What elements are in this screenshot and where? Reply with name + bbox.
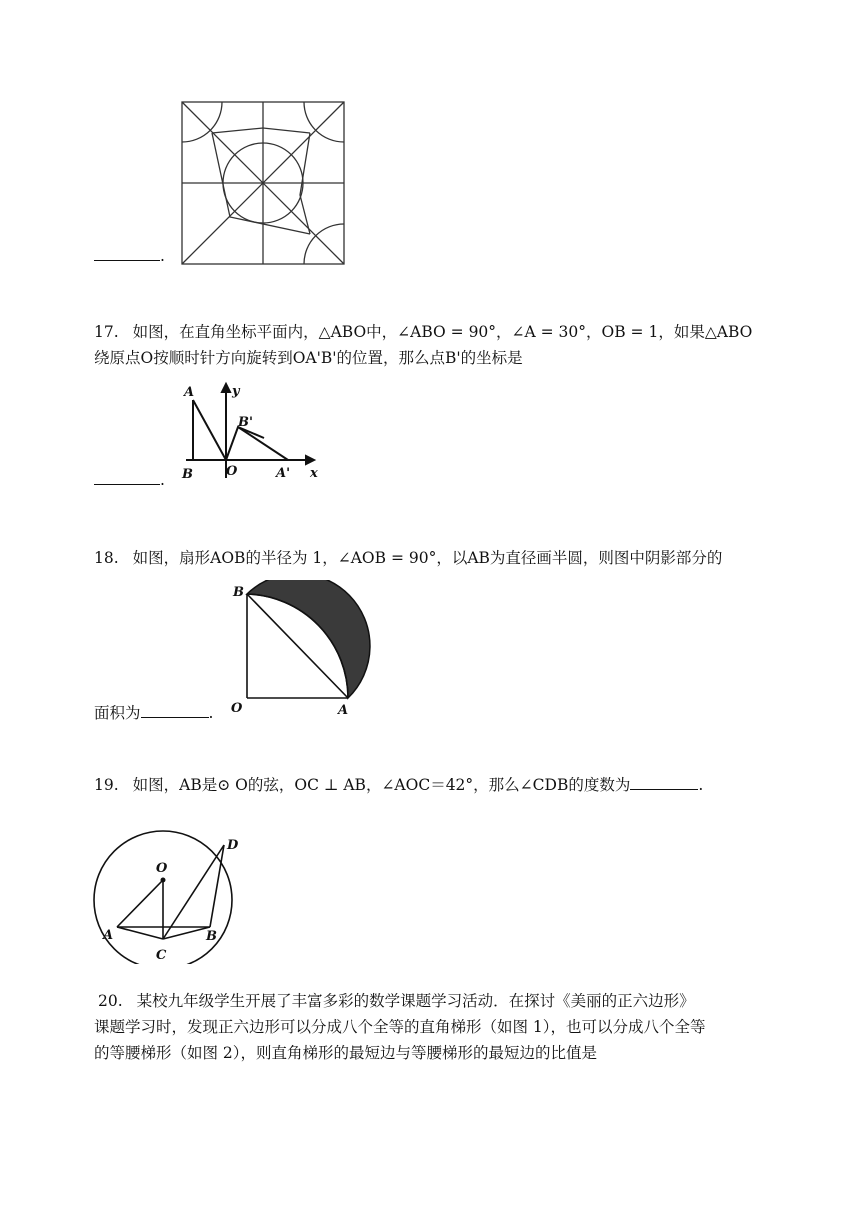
q20-number: 20. xyxy=(98,992,123,1010)
q17-label-O: O xyxy=(226,464,238,479)
q16-answer-line: . xyxy=(94,244,165,267)
q19-stem: 如图，AB是⊙ O的弦，OC ⊥ AB，∠AOC＝42°，那么∠CDB的度数为 xyxy=(132,776,631,794)
q17-stem-2: 绕原点O按顺时针方向旋转到OA'B'的位置，那么点B'的坐标是 xyxy=(94,349,523,367)
q20-text-line3 xyxy=(94,1042,597,1064)
q17-label-y: y xyxy=(232,384,240,399)
q20-text-line2 xyxy=(94,1016,706,1038)
q18-text-line1 xyxy=(94,547,722,569)
q19-label-O: O xyxy=(156,861,168,876)
q18-stem-1: 如图，扇形AOB的半径为 1，∠AOB = 90°，以AB为直径画半圆，则图中阴影部分的 xyxy=(132,549,723,567)
q20-stem-3: 的等腰梯形（如图 2），则直角梯形的最短边与等腰梯形的最短边的比值是 xyxy=(94,1044,598,1062)
q16-figure xyxy=(180,100,346,266)
q19-text: 19. 如图，AB是⊙ O的弦，OC ⊥ AB，∠AOC＝42°，那么∠CDB的度数为 . xyxy=(94,773,703,796)
q19-label-B: B xyxy=(206,929,217,944)
q16-answer-blank[interactable] xyxy=(94,244,160,261)
q17-label-Bprime: B' xyxy=(238,415,253,430)
q17-label-A: A xyxy=(184,385,195,400)
q20-stem-2: 课题学习时，发现正六边形可以分成八个全等的直角梯形（如图 1），也可以分成八个全等 xyxy=(94,1018,706,1036)
q20-stem-1: 某校九年级学生开展了丰富多彩的数学课题学习活动．在探讨《美丽的正六边形》 xyxy=(136,992,695,1010)
q19-number: 19. xyxy=(94,776,119,794)
q18-label-A: A xyxy=(338,703,349,718)
q19-figure xyxy=(90,828,256,964)
q17-figure xyxy=(176,380,326,484)
q18-text-line2: 面积为 . xyxy=(94,701,213,724)
q19-label-D: D xyxy=(227,838,239,853)
q18-answer-blank[interactable] xyxy=(141,701,209,718)
q17-number: 17. xyxy=(94,323,119,341)
q18-figure xyxy=(228,580,378,720)
q18-stem-2: 面积为 xyxy=(94,704,141,722)
q17-text-line2 xyxy=(94,347,523,369)
q17-label-Aprime: A' xyxy=(276,466,291,481)
q20-text-line1 xyxy=(98,990,695,1012)
q18-number: 18. xyxy=(94,549,119,567)
q18-label-B: B xyxy=(233,585,244,600)
q19-label-C: C xyxy=(156,948,167,963)
q19-answer-blank[interactable] xyxy=(630,773,698,790)
q17-label-B: B xyxy=(182,467,193,482)
q17-answer-blank[interactable] xyxy=(94,468,160,485)
q18-label-O: O xyxy=(231,701,243,716)
q17-label-x: x xyxy=(310,466,318,481)
q19-label-A: A xyxy=(103,928,114,943)
q17-text-line1 xyxy=(94,321,752,343)
q17-answer-line: . xyxy=(94,468,165,491)
q17-stem-1: 如图，在直角坐标平面内，△ABO中，∠ABO = 90°，∠A = 30°，OB = 1，如果△ABO xyxy=(132,323,753,341)
